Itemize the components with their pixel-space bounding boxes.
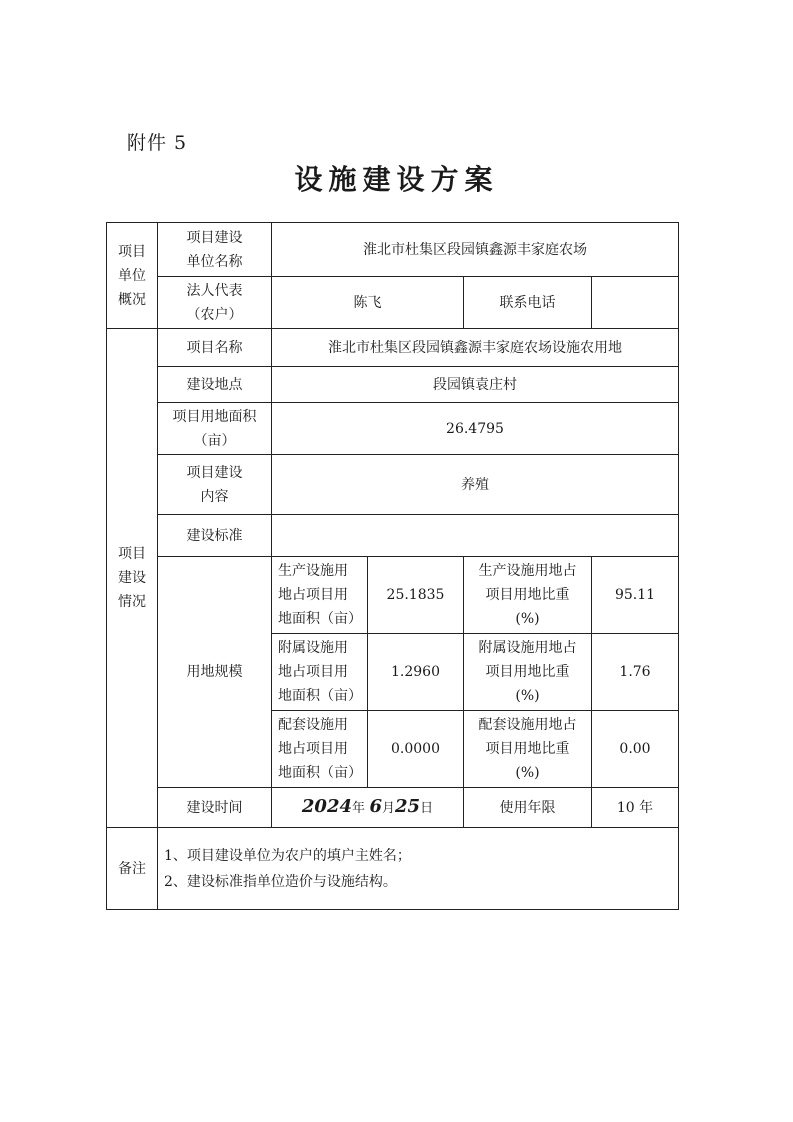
supporting-area-value: 0.0000: [368, 711, 464, 788]
remarks-label: 备注: [107, 828, 158, 910]
auxiliary-ratio-value: 1.76: [592, 634, 679, 711]
handwritten-month: 6: [369, 795, 382, 817]
phone-value: [592, 277, 679, 329]
content-value: 养殖: [272, 455, 679, 515]
auxiliary-area-label: 附属设施用 地占项目用 地面积（亩）: [272, 634, 368, 711]
time-label: 建设时间: [158, 788, 272, 828]
standard-label: 建设标准: [158, 515, 272, 557]
project-name-label: 项目名称: [158, 329, 272, 367]
remark-line: 2、建设标准指单位造价与设施结构。: [164, 873, 397, 890]
supporting-ratio-value: 0.00: [592, 711, 679, 788]
production-ratio-label: 生产设施用地占 项目用地比重 (%): [464, 557, 592, 634]
remark-line: 1、项目建设单位为农户的填户主姓名；: [164, 847, 411, 864]
production-area-label: 生产设施用 地占项目用 地面积（亩）: [272, 557, 368, 634]
handwritten-day: 25: [395, 795, 421, 817]
phone-label: 联系电话: [464, 277, 592, 329]
auxiliary-ratio-label: 附属设施用地占 项目用地比重 (%): [464, 634, 592, 711]
year-unit: 年: [352, 800, 366, 816]
scale-label: 用地规模: [158, 557, 272, 788]
supporting-area-label: 配套设施用 地占项目用 地面积（亩）: [272, 711, 368, 788]
project-section-label: 项目 建设 情况: [107, 329, 158, 828]
production-ratio-value: 95.11: [592, 557, 679, 634]
unit-section-label: 项目 单位 概况: [107, 223, 158, 329]
legal-rep-value: 陈飞: [272, 277, 464, 329]
attachment-label: 附件 5: [127, 132, 188, 154]
location-label: 建设地点: [158, 367, 272, 403]
period-label: 使用年限: [464, 788, 592, 828]
handwritten-year: 2024: [301, 795, 352, 817]
auxiliary-area-value: 1.2960: [368, 634, 464, 711]
legal-rep-label: 法人代表 （农户）: [158, 277, 272, 329]
supporting-ratio-label: 配套设施用地占 项目用地比重 (%): [464, 711, 592, 788]
unit-name-label: 项目建设 单位名称: [158, 223, 272, 277]
area-label: 项目用地面积 （亩）: [158, 403, 272, 455]
day-unit: 日: [420, 800, 434, 816]
period-value: 10 年: [592, 788, 679, 828]
project-name-value: 淮北市杜集区段园镇鑫源丰家庭农场设施农用地: [272, 329, 679, 367]
remarks-content: [158, 828, 679, 910]
document-title: 设施建设方案: [294, 163, 499, 196]
production-area-value: 25.1835: [368, 557, 464, 634]
content-label: 项目建设 内容: [158, 455, 272, 515]
time-value: [272, 788, 464, 828]
unit-name-value: 淮北市杜集区段园镇鑫源丰家庭农场: [272, 223, 679, 277]
location-value: 段园镇袁庄村: [272, 367, 679, 403]
standard-value: [272, 515, 679, 557]
area-value: 26.4795: [272, 403, 679, 455]
month-unit: 月: [382, 800, 396, 816]
plan-table: [106, 222, 679, 910]
